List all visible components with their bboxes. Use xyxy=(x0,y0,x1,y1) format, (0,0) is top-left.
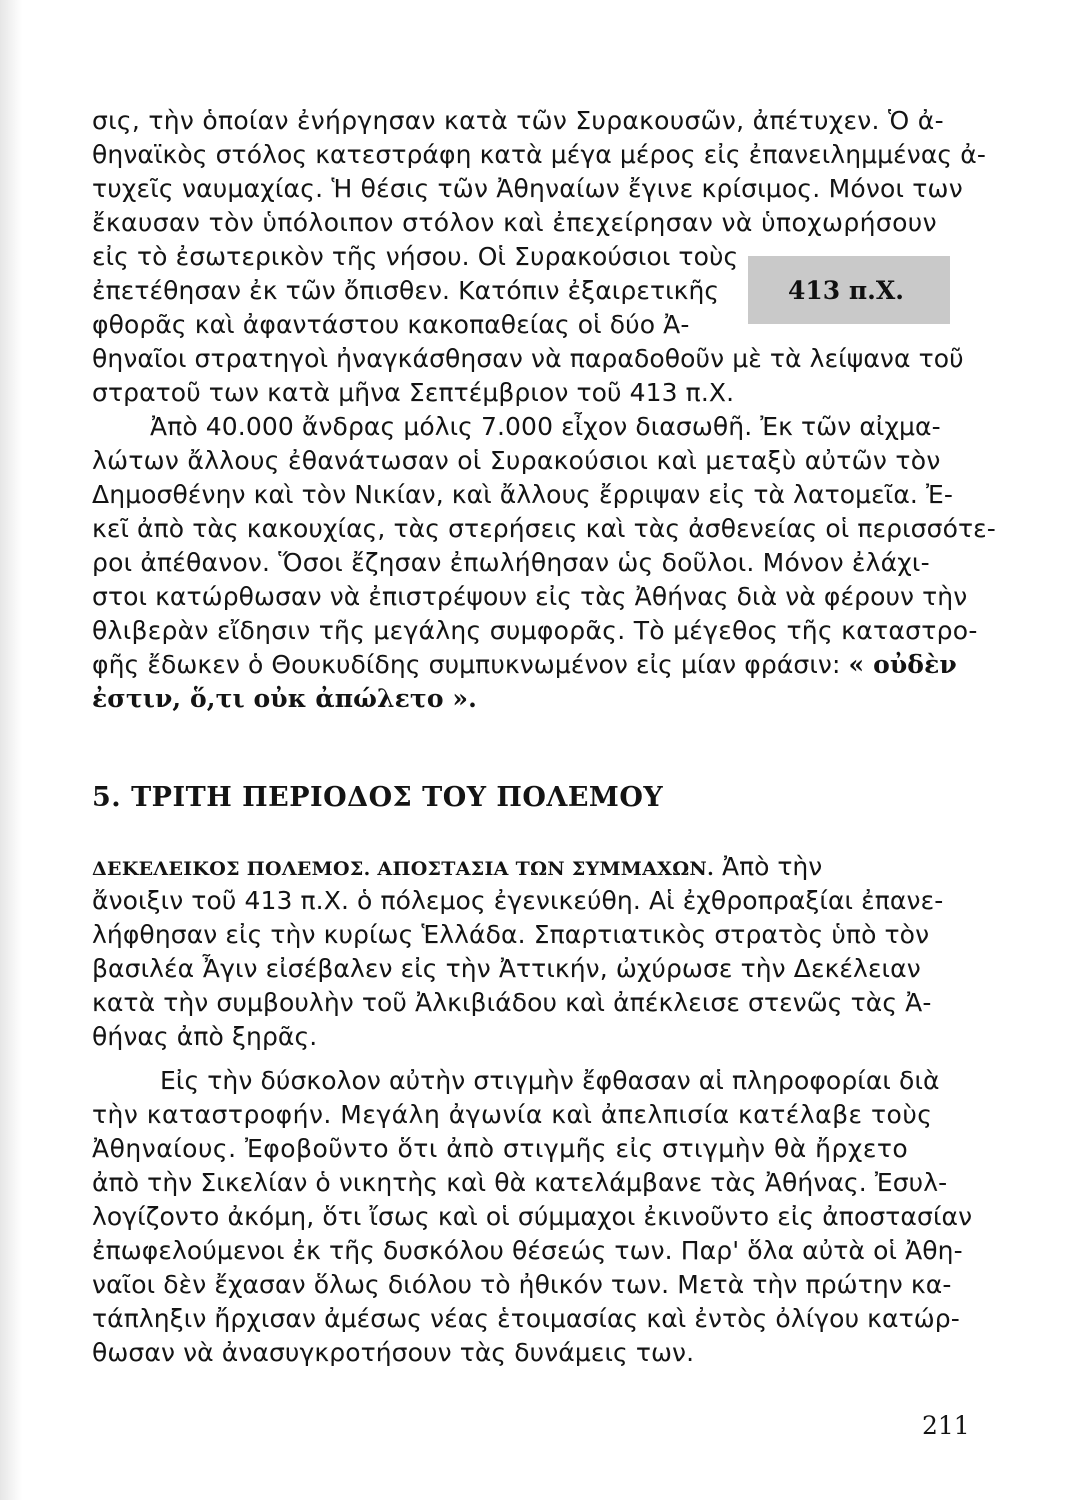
text-line: λογίζοντο ἀκόμη, ὅτι ἴσως καὶ οἱ σύμμαχοι ἐκινοῦντο εἰς ἀποστασίαν xyxy=(92,1202,973,1231)
margin-date-note: 413 π.Χ. xyxy=(748,256,950,324)
text-line: Ἀθηναίους. Ἐφοβοῦντο ὅτι ἀπὸ στιγμῆς εἰς στιγμὴν θὰ ἤρχετο xyxy=(92,1134,909,1163)
text-line-part: Ἀπὸ τὴν xyxy=(714,852,823,881)
text-line: στοι κατώρθωσαν νὰ ἐπιστρέψουν εἰς τὰς Ἀθήνας διὰ νὰ φέρουν τὴν xyxy=(92,582,968,611)
subheading: ΔΕΚΕΛΕΙΚΟΣ ΠΟΛΕΜΟΣ. ΑΠΟΣΤΑΣΙΑ ΤΩΝ ΣΥΜΜΑΧΩΝ. xyxy=(92,858,715,880)
text-line: ἐπετέθησαν ἐκ τῶν ὄπισθεν. Κατόπιν ἐξαιρετικῆς xyxy=(92,276,720,305)
text-line: εἰς τὸ ἐσωτερικὸν τῆς νήσου. Οἱ Συρακούσιοι τοὺς xyxy=(92,242,739,271)
text-line: θλιβερὰν εἴδησιν τῆς μεγάλης συμφορᾶς. Τὸ μέγεθος τῆς καταστρο- xyxy=(92,616,978,645)
text-line: κατὰ τὴν συμβουλὴν τοῦ Ἀλκιβιάδου καὶ ἀπέκλεισε στενῶς τὰς Ἀ- xyxy=(92,988,932,1017)
text-line: Ἀπὸ 40.000 ἄνδρας μόλις 7.000 εἶχον διασωθῆ. Ἐκ τῶν αἰχμα- xyxy=(150,412,941,441)
text-line xyxy=(92,850,822,886)
text-line: ἀπὸ τὴν Σικελίαν ὁ νικητὴς καὶ θὰ κατελάμβανε τὰς Ἀθήνας. Ἐσυλ- xyxy=(92,1168,948,1197)
text-line: λήφθησαν εἰς τὴν κυρίως Ἑλλάδα. Σπαρτιατικὸς στρατὸς ὑπὸ τὸν xyxy=(92,920,930,949)
text-line xyxy=(92,648,957,682)
thucydides-quote-end: ἐστιν, ὅ,τι οὐκ ἀπώλετο ». xyxy=(92,684,477,713)
text-line: θωσαν νὰ ἀνασυγκροτήσουν τὰς δυνάμεις των. xyxy=(92,1338,695,1367)
text-line: ἔκαυσαν τὸν ὑπόλοιπον στόλον καὶ ἐπεχείρησαν νὰ ὑποχωρήσουν xyxy=(92,208,938,237)
text-line: τάπληξιν ἤρχισαν ἀμέσως νέας ἑτοιμασίας καὶ ἐντὸς ὀλίγου κατώρ- xyxy=(92,1304,960,1333)
text-line-part: φῆς ἔδωκεν ὁ Θουκυδίδης συμπυκνωμένον εἰς μίαν φράσιν: xyxy=(92,650,849,679)
text-line: θηναϊκὸς στόλος κατεστράφη κατὰ μέγα μέρος εἰς ἐπανειλημμένας ἀ- xyxy=(92,140,986,169)
text-line: τὴν καταστροφήν. Μεγάλη ἀγωνία καὶ ἀπελπισία κατέλαβε τοὺς xyxy=(92,1100,933,1129)
page-number: 211 xyxy=(922,1411,970,1440)
text-line: στρατοῦ των κατὰ μῆνα Σεπτέμβριον τοῦ 413 π.Χ. xyxy=(92,378,735,407)
text-line: βασιλέα Ἆγιν εἰσέβαλεν εἰς τὴν Ἀττικήν, ὠχύρωσε τὴν Δεκέλειαν xyxy=(92,954,921,983)
text-line: ροι ἀπέθανον. Ὅσοι ἔζησαν ἐπωλήθησαν ὡς δοῦλοι. Μόνον ἐλάχι- xyxy=(92,548,930,577)
page-edge-shadow xyxy=(0,0,22,1500)
text-line: ἄνοιξιν τοῦ 413 π.Χ. ὁ πόλεμος ἐγενικεύθη. Αἱ ἐχθροπραξίαι ἐπανε- xyxy=(92,886,944,915)
text-line: ναῖοι δὲν ἔχασαν ὅλως διόλου τὸ ἠθικόν των. Μετὰ τὴν πρώτην κα- xyxy=(92,1270,952,1299)
text-line: λώτων ἄλλους ἐθανάτωσαν οἱ Συρακούσιοι καὶ μεταξὺ αὐτῶν τὸν xyxy=(92,446,941,475)
text-line: Δημοσθένην καὶ τὸν Νικίαν, καὶ ἄλλους ἔρριψαν εἰς τὰ λατομεῖα. Ἐ- xyxy=(92,480,953,509)
text-line: θήνας ἀπὸ ξηρᾶς. xyxy=(92,1022,318,1051)
section-heading: 5. ΤΡΙΤΗ ΠΕΡΙΟΔΟΣ ΤΟΥ ΠΟΛΕΜΟΥ xyxy=(92,782,664,813)
text-line: κεῖ ἀπὸ τὰς κακουχίας, τὰς στερήσεις καὶ τὰς ἀσθενείας οἱ περισσότε- xyxy=(92,514,996,543)
thucydides-quote-start: « οὐδὲν xyxy=(848,650,957,679)
text-line: Εἰς τὴν δύσκολον αὐτὴν στιγμὴν ἔφθασαν αἱ πληροφορίαι διὰ xyxy=(160,1066,940,1095)
text-line: θηναῖοι στρατηγοὶ ἠναγκάσθησαν νὰ παραδοθοῦν μὲ τὰ λείψανα τοῦ xyxy=(92,344,964,373)
text-line: σις, τὴν ὁποίαν ἐνήργησαν κατὰ τῶν Συρακουσῶν, ἀπέτυχεν. Ὁ ἀ- xyxy=(92,106,944,135)
text-line: ἐπωφελούμενοι ἐκ τῆς δυσκόλου θέσεώς των. Παρ' ὅλα αὐτὰ οἱ Ἀθη- xyxy=(92,1236,963,1265)
text-line: τυχεῖς ναυμαχίας. Ἡ θέσις τῶν Ἀθηναίων ἔγινε κρίσιμος. Μόνοι των xyxy=(92,174,963,203)
text-line: φθορᾶς καὶ ἀφαντάστου κακοπαθείας οἱ δύο Ἀ- xyxy=(92,310,690,339)
